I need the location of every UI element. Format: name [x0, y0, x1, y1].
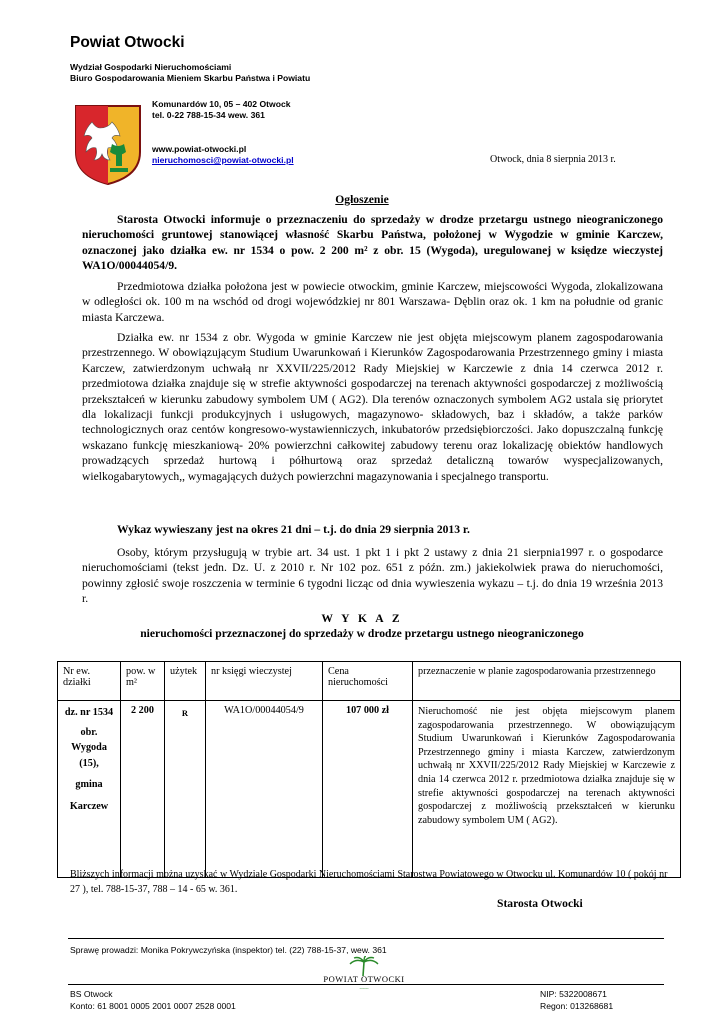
phone-number: tel. 0-22 788-15-34 wew. 361: [152, 110, 265, 120]
header-land-register: nr księgi wieczystej: [206, 662, 323, 701]
footer-divider-bottom: [68, 984, 664, 985]
header-plot-number: Nr ew. działki: [58, 662, 121, 701]
table-row: [58, 701, 681, 878]
notice-lead: Starosta Otwocki informuje o przeznaczeniu do sprzedaży w drodze przetargu ustnego nieograniczonego nieruchomości gruntowej stanowiącej własność Skarbu Państwa, położonej w Wygodzie w gminie Karczew, oznaczonej jako działka ew. nr 1534 o pow. 2 200 m² z obr. 15 (Wygoda), uregulowanej w księdze wieczystej WA1O/00044054/9.: [82, 213, 663, 273]
footer-divider-top: [68, 938, 664, 939]
wykaz-title: W Y K A Z: [321, 612, 403, 625]
header-purpose: przeznaczenie w planie zagospodarowania przestrzennego: [413, 662, 681, 701]
property-table: [57, 661, 681, 878]
paragraph-display-period: Wykaz wywieszany jest na okres 21 dni – t.j. do dnia 29 sierpnia 2013 r.: [117, 523, 470, 536]
cell-land-register: WA1O/00044054/9: [206, 701, 323, 878]
table-header-row: [58, 662, 681, 701]
header-area: pow. w m²: [121, 662, 165, 701]
email-link[interactable]: nieruchomosci@powiat-otwocki.pl: [152, 155, 294, 165]
precinct-label: obr.: [80, 726, 98, 738]
bank-account: Konto: 61 8001 0005 2001 0007 2528 0001: [70, 1000, 236, 1011]
office-name: Biuro Gospodarowania Mieniem Skarbu Państwa i Powiatu: [70, 73, 311, 83]
document-date: Otwock, dnia 8 sierpnia 2013 r.: [490, 154, 616, 165]
contact-info: Bliższych informacji można uzyskać w Wydziale Gospodarki Nieruchomościami Starostwa Powiatowego w Otwocku ul. Komunardów 10 ( pokój nr 27 ), tel. 788-15-37, 788 – 14 - 65 w. 361.: [70, 869, 668, 895]
coat-of-arms-icon: [74, 104, 142, 186]
department-name: Wydział Gospodarki Nieruchomościami: [70, 62, 232, 72]
signature: Starosta Otwocki: [497, 897, 583, 910]
header-use: użytek: [165, 662, 206, 701]
cell-area: 2 200: [121, 701, 165, 878]
cell-plot-number: [58, 701, 121, 878]
bank-name: BS Otwock: [70, 989, 113, 999]
case-officer: Sprawę prowadzi: Monika Pokrywczyńska (inspektor) tel. (22) 788-15-37, wew. 361: [70, 945, 387, 955]
commune-name: Karczew: [69, 800, 109, 812]
logo-text: POWIAT OTWOCKI: [323, 974, 405, 984]
bank-info: [70, 989, 236, 1012]
paragraph-planning: Działka ew. nr 1534 z obr. Wygoda w gminie Karczew nie jest objęta miejscowym planem zagospodarowania przestrzennego. W obowiązującym Studium Uwarunkowań i Kierunków Zagospodarowania Przestrzennego gminy i miasta Karczew, zatwierdzonym uchwałą nr XXVII/225/2012 Rady Miejskiej w Karczewie z dnia 14 czerwca 2012 r. przedmiotowa działka znajduje się w strefie aktywności gospodarczej na terenach aktywności gospodarczej z możliwością przekształceń w kierunku zabudowy symbolem UM ( AG2). Dla terenów oznaczonych symbolem AG2 ustala się priorytet dla lokalizacji funkcji produkcyjnych i usługowych, magazynowo- składowych, baz i składów, a także parków technologicznych oraz centów kongresowo-wystawienniczych, inkubatorów przedsiębiorczości. Jako dopuszczalną funkcję wskazano funkcję mieszkaniową- 20% powierzchni całkowitej zabudowy terenu oraz lokalizację obiektów handlowych prowadzących sprzedaż hurtową i półhurtową oraz sprzedaż detaliczną towarów wyspecjalizowanych, wielkogabarytowych,, wymagających dużych powierzchni magazynowania i specjalnego transportu.: [82, 331, 663, 483]
precinct-number: (15),: [79, 757, 99, 769]
powiat-logo: [304, 956, 424, 996]
cell-purpose: Nieruchomość nie jest objęta miejscowym planem zagospodarowania przestrzennego. W obowiązującym Studium Uwarunkowań i Kierunków Zagospodarowania Przestrzennego gminy i miasta Karczew, zatwierdzonym uchwałą nr XXVII/225/2012 Rady Miejskiej w Karczewie z dnia 14 czerwca 2012 r. przedmiotowa działka znajduje się w strefie aktywności gospodarczej na terenach aktywności gospodarczej z możliwością przekształceń w kierunku zabudowy symbolem UM ( AG2).: [413, 701, 681, 878]
regon-number: Regon: 013268681: [540, 1000, 614, 1011]
tax-info: [540, 989, 613, 1012]
website-link[interactable]: www.powiat-otwocki.pl: [152, 144, 247, 154]
precinct-name: Wygoda: [71, 742, 107, 753]
nip-number: NIP: 5322008671: [540, 989, 607, 999]
logo-tagline-icon: ~~~: [359, 986, 369, 992]
cell-price: 107 000 zł: [323, 701, 413, 878]
address-block: [152, 99, 291, 121]
page-title: Powiat Otwocki: [70, 34, 185, 51]
notice-heading: Ogłoszenie: [335, 193, 389, 206]
contact-links: [152, 144, 294, 166]
department-block: [70, 62, 310, 84]
paragraph-claims: Osoby, którym przysługują w trybie art. 34 ust. 1 pkt 1 i pkt 2 ustawy z dnia 21 sierpnia1997 r. o gospodarce nieruchomościami (tekst jedn. Dz. U. z 2010 r. Nr 102 poz. 651 z późn. zm.) jakiekolwiek prawa do nieruchomości, powinny zgłosić swoje roszczenia w terminie 6 tygodni licząc od dnia wywieszenia wykazu – t.j. do dnia 19 września 2013 r.: [82, 546, 663, 606]
commune-label: gmina: [75, 779, 103, 790]
header-price: Cena nieruchomości: [323, 662, 413, 701]
cell-use: R: [165, 701, 206, 878]
street-address: Komunardów 10, 05 – 402 Otwock: [152, 99, 291, 109]
plot-number: dz. nr 1534: [64, 707, 114, 718]
wykaz-subtitle: nieruchomości przeznaczonej do sprzedaży w drodze przetargu ustnego nieograniczonego: [140, 627, 584, 640]
paragraph-location: Przedmiotowa działka położona jest w powiecie otwockim, gminie Karczew, miejscowości Wygoda, zlokalizowana w odległości ok. 100 m na wschód od drogi wojewódzkiej nr 801 Warszawa- Dęblin oraz ok. 1 km na południe od granic miasta Karczewa.: [82, 280, 663, 324]
